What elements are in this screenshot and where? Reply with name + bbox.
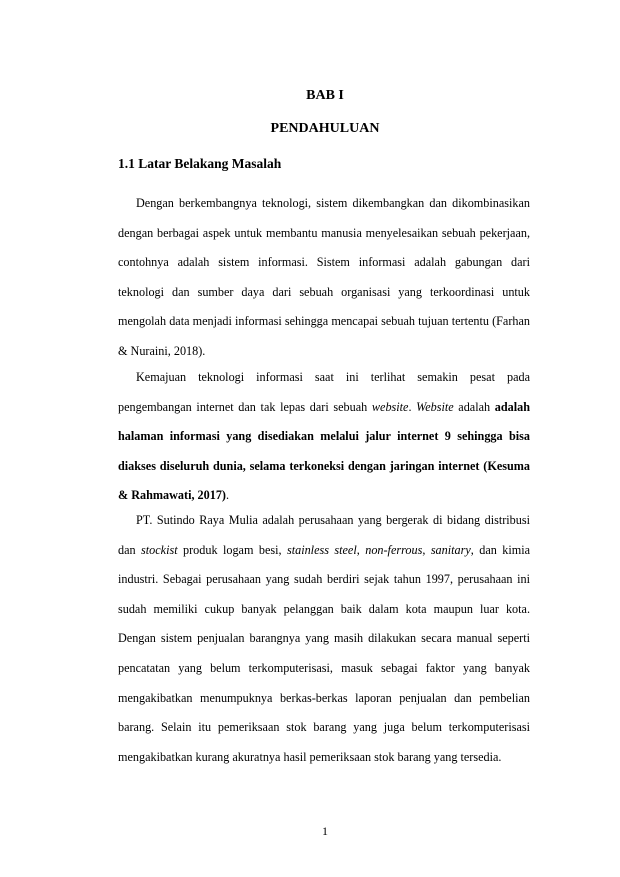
paragraph-3 xyxy=(118,506,530,772)
term-website: website xyxy=(371,399,409,414)
chapter-title: PENDAHULUAN xyxy=(270,121,380,136)
section-title: 1.1 Latar Belakang Masalah xyxy=(118,156,282,171)
term-sanitary: sanitary xyxy=(430,542,471,557)
chapter-label: BAB I xyxy=(306,88,344,103)
paragraph-2 xyxy=(118,363,530,511)
paragraph-2-text: Kemajuan teknologi informasi saat ini terlihat semakin pesat pada pengembangan internet dan tak lepas dari sebuah xyxy=(118,370,530,414)
term-stockist: stockist xyxy=(141,542,178,557)
paragraph-3-text: PT. Sutindo Raya Mulia adalah perusahaan yang bergerak di bidang distribusi dan xyxy=(118,513,530,557)
page-number: 1 xyxy=(322,824,328,838)
paragraph-3-text: , xyxy=(356,542,366,557)
paragraph-2-text: adalah xyxy=(453,399,495,414)
paragraph-2-text: . xyxy=(226,488,230,503)
term-website: Website xyxy=(416,399,454,414)
term-stainless-steel: stainless steel xyxy=(286,542,357,557)
term-non-ferrous: non-ferrous xyxy=(365,542,423,557)
paragraph-1: Dengan berkembangnya teknologi, sistem dikembangkan dan dikombinasikan dengan berbagai aspek untuk membantu manusia menyelesaikan sebuah pekerjaan, contohnya adalah sistem informasi. Sistem informasi adalah gabungan dari teknologi dan sumber daya dari sebuah organisasi yang terkoordinasi untuk mengolah data menjadi informasi sehingga mencapai sebuah tujuan tertentu (Farhan & Nuraini, 2018). xyxy=(118,196,530,358)
paragraph-3-text: produk logam besi, xyxy=(177,542,287,557)
paragraph-2-text: . xyxy=(408,399,417,414)
paragraph-3-text: , xyxy=(422,542,431,557)
bold-passage: adalah halaman informasi yang disediakan melalui jalur internet 9 sehingga bisa diakses diseluruh dunia, selama terkoneksi dengan jaringan internet (Kesuma & Rahmawati, 2017) xyxy=(118,399,530,503)
paragraph-3-text: , dan kimia industri. Sebagai perusahaan yang sudah berdiri sejak tahun 1997, perusahaan ini sudah memiliki cukup banyak pelanggan baik dalam kota maupun luar kota. Dengan sistem penjualan barangnya yang masih dilakukan secara manual seperti pencatatan yang belum terkomputerisasi, masuk sebagai faktor yang banyak mengakibatkan menumpuknya berkas-berkas laporan penjualan dan pembelian barang. Selain itu pemeriksaan stok barang yang juga belum terkomputerisasi mengakibatkan kurang akuratnya hasil pemeriksaan stok barang yang tersedia. xyxy=(118,542,531,764)
